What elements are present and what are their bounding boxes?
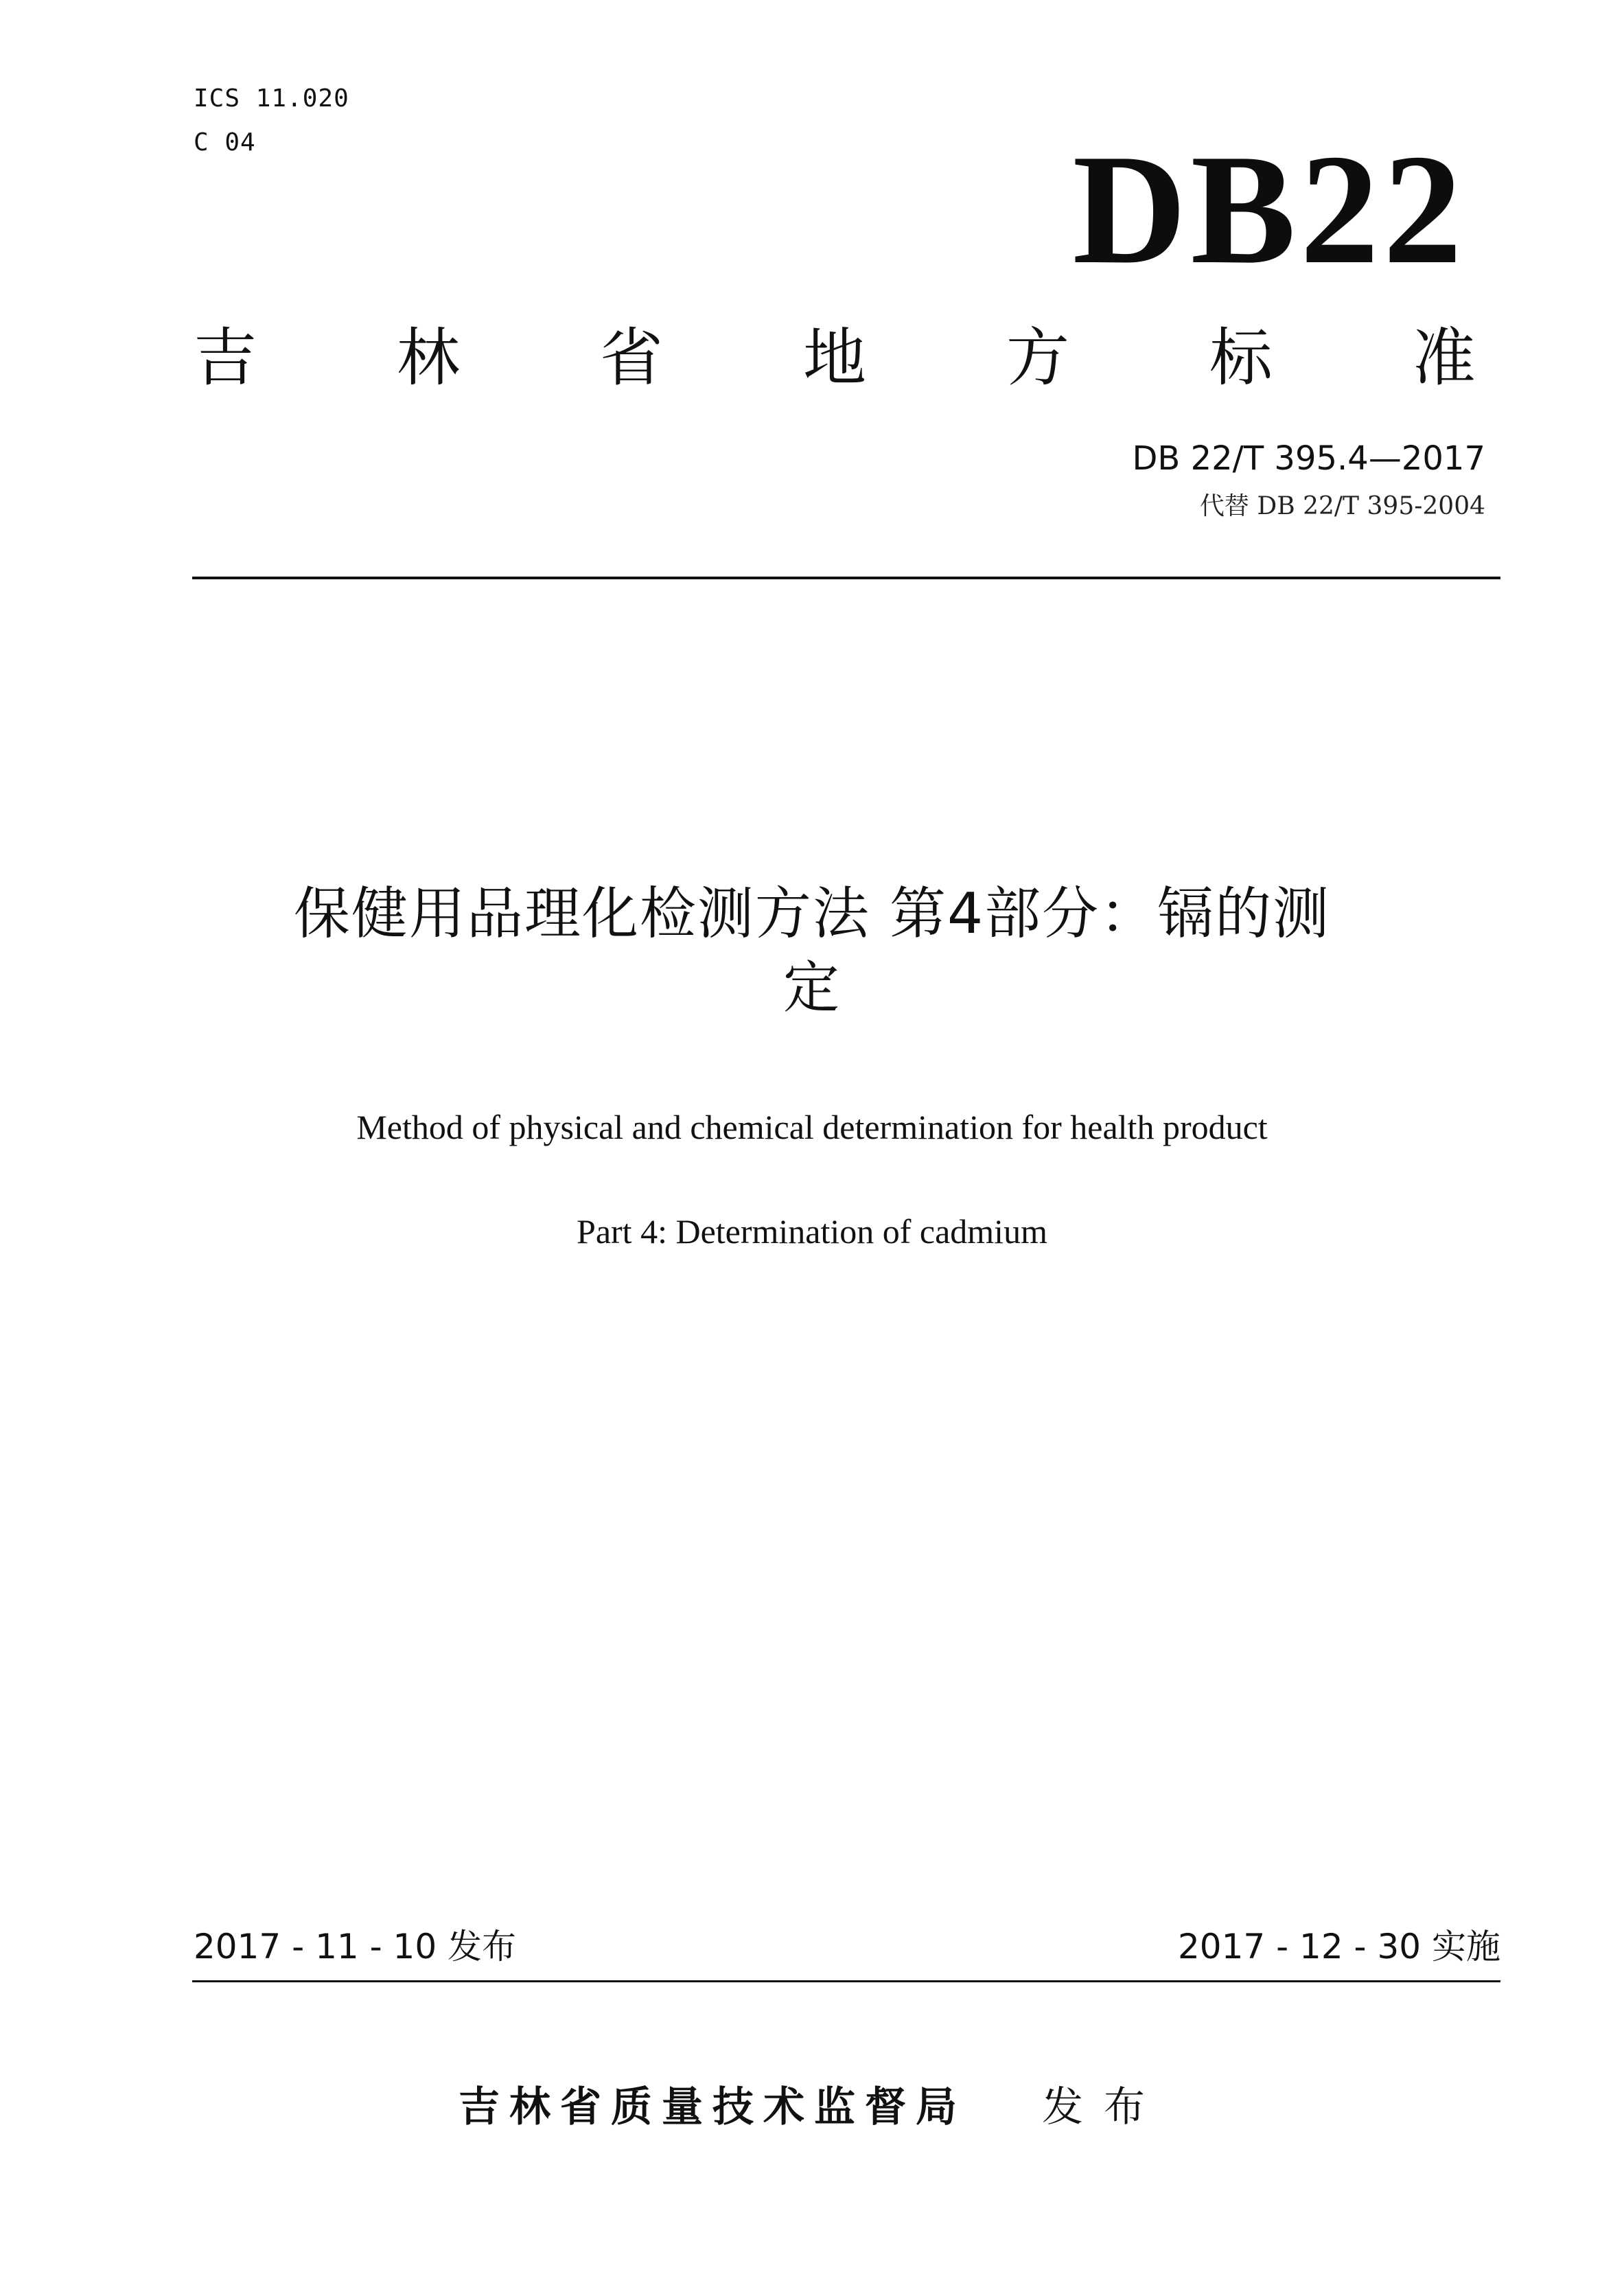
issue-verb: 发布 (1042, 2083, 1165, 2131)
chinese-title-line1: 保健用品理化检测方法 第4部分：镉的测 (293, 881, 1331, 947)
category-char: 省 (599, 321, 663, 395)
category-char: 地 (802, 321, 866, 395)
publish-date: 2017 - 11 - 10 发布 (194, 1927, 517, 1967)
ics-code: ICS 11.020 (194, 84, 349, 113)
category-char: 准 (1412, 321, 1476, 395)
english-title: Method of physical and chemical determination for health product (356, 1108, 1268, 1146)
category-char: 林 (396, 321, 460, 395)
english-subtitle: Part 4: Determination of cadmium (577, 1212, 1047, 1251)
category-char: 标 (1209, 321, 1273, 395)
issuer-line (0, 2080, 1624, 2135)
implement-date: 2017 - 12 - 30 实施 (1177, 1927, 1500, 1967)
standard-category-heading (194, 317, 1476, 399)
category-char: 方 (1006, 321, 1069, 395)
issuing-organization: 吉林省质量技术监督局 (459, 2083, 966, 2131)
chinese-title-line2: 定 (782, 955, 841, 1021)
standard-number: DB 22/T 395.4—2017 (1132, 439, 1485, 478)
db22-logo: DB22 (1072, 121, 1466, 297)
category-char: 吉 (194, 321, 257, 395)
top-divider (192, 577, 1500, 579)
chinese-title (124, 877, 1500, 1025)
replaces-standard: 代替 DB 22/T 395-2004 (1199, 492, 1485, 520)
ccs-code: C 04 (194, 128, 256, 156)
bottom-divider (192, 1980, 1500, 1982)
